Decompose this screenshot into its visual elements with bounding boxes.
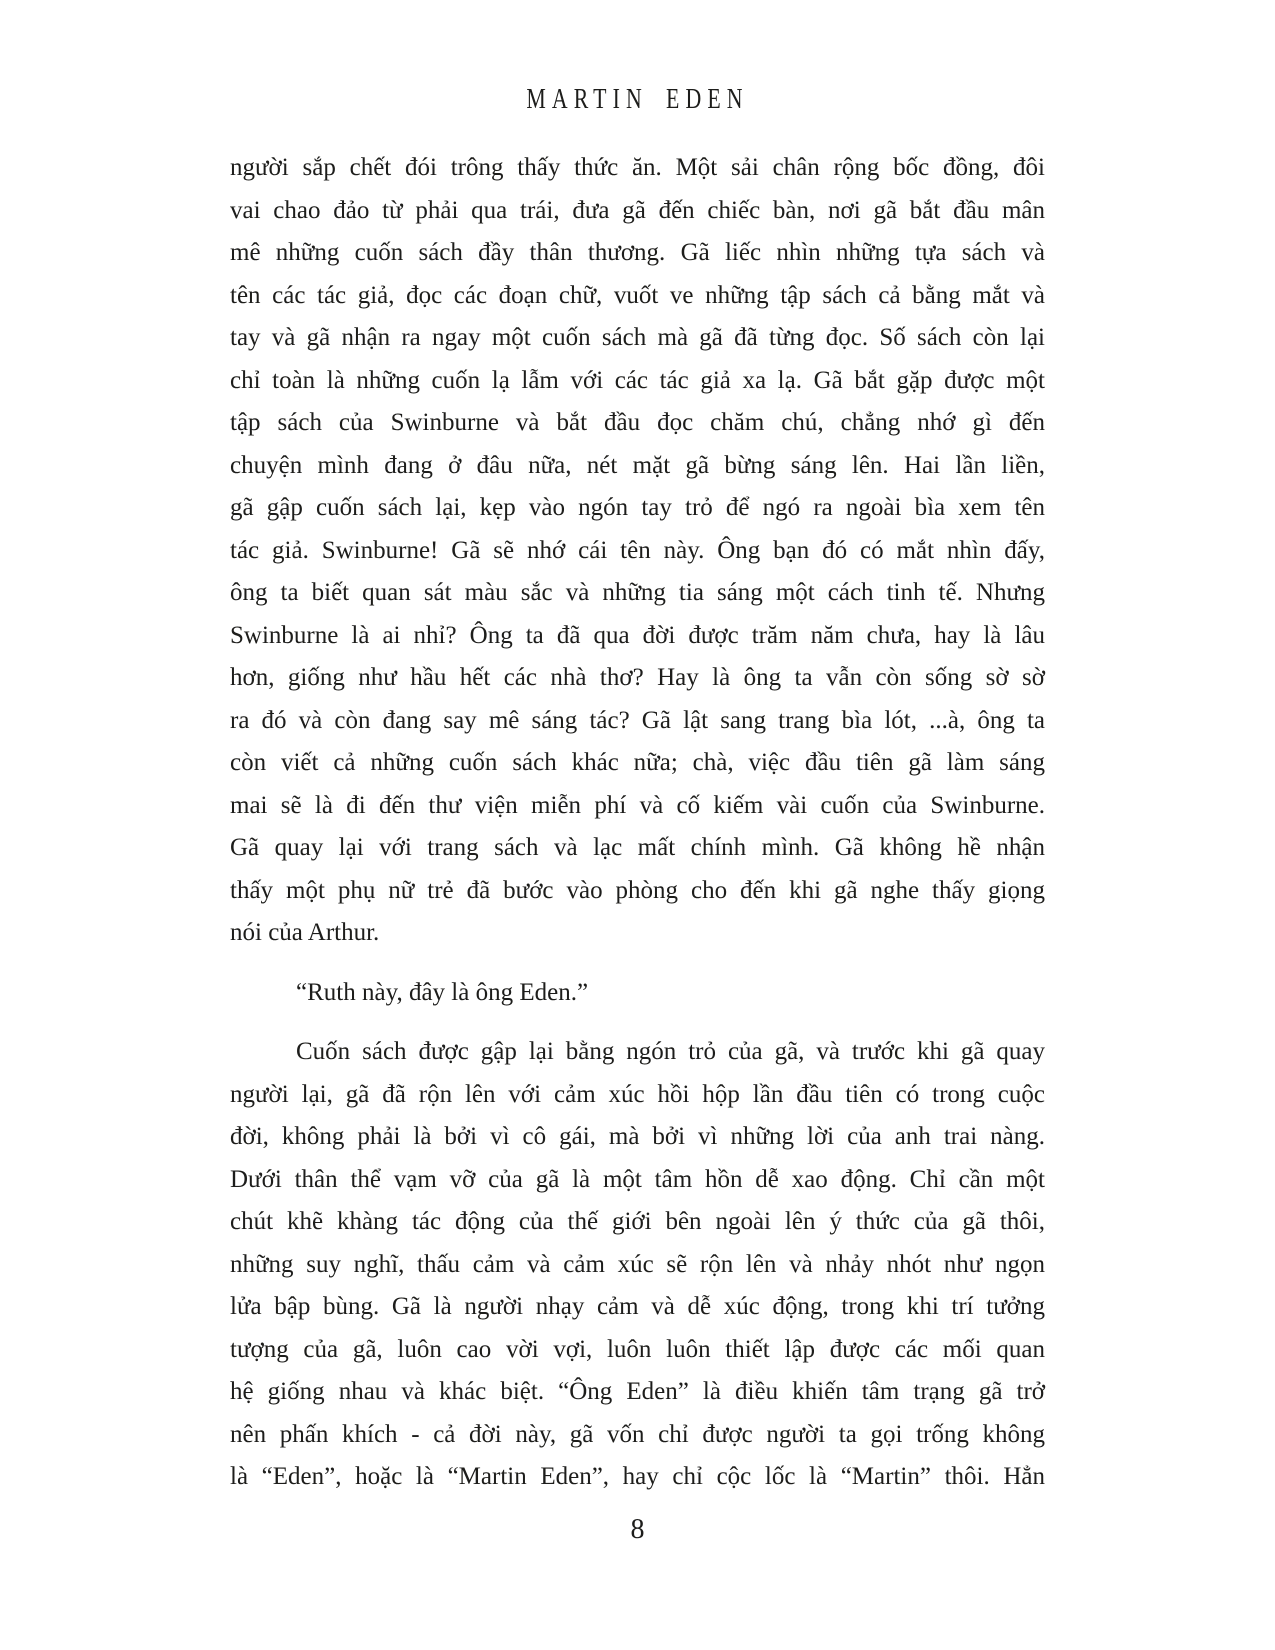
text-line: thấy một phụ nữ trẻ đã bước vào phòng cho đến khi gã nghe thấy giọng bbox=[230, 876, 1045, 904]
text-line: Swinburne là ai nhỉ? Ông ta đã qua đời được trăm năm chưa, hay là lâu bbox=[230, 621, 1045, 649]
text-line: gã gập cuốn sách lại, kẹp vào ngón tay trỏ để ngó ra ngoài bìa xem tên bbox=[230, 494, 1045, 521]
text-line: mê những cuốn sách đầy thân thương. Gã liếc nhìn những tựa sách và bbox=[230, 239, 1045, 266]
text-line: mai sẽ là đi đến thư viện miễn phí và cố kiếm vài cuốn của Swinburne. bbox=[230, 791, 1045, 819]
text-line: nói của Arthur. bbox=[230, 919, 380, 946]
text-line: người lại, gã đã rộn lên với cảm xúc hồi hộp lần đầu tiên có trong cuộc bbox=[230, 1080, 1045, 1108]
text-line: tay và gã nhận ra ngay một cuốn sách mà gã đã từng đọc. Số sách còn lại bbox=[230, 324, 1045, 351]
text-line: những suy nghĩ, thấu cảm và cảm xúc sẽ rộn lên và nhảy nhót như ngọn bbox=[230, 1250, 1045, 1278]
text-line: nên phấn khích - cả đời này, gã vốn chỉ được người ta gọi trống không bbox=[230, 1420, 1045, 1448]
text-line: tác giả. Swinburne! Gã sẽ nhớ cái tên này. Ông bạn đó có mắt nhìn đấy, bbox=[230, 536, 1045, 564]
paragraph bbox=[230, 1031, 1045, 1499]
text-line: Cuốn sách được gập lại bằng ngón trỏ của gã, và trước khi gã quay bbox=[296, 1038, 1045, 1065]
text-line: là “Eden”, hoặc là “Martin Eden”, hay chỉ cộc lốc là “Martin” thôi. Hẳn bbox=[230, 1463, 1045, 1490]
text-line: tượng của gã, luôn cao vời vợi, luôn luôn thiết lập được các mối quan bbox=[230, 1335, 1045, 1363]
text-line: lửa bập bùng. Gã là người nhạy cảm và dễ xúc động, trong khi trí tưởng bbox=[230, 1293, 1045, 1320]
text-line: chuyện mình đang ở đâu nữa, nét mặt gã bừng sáng lên. Hai lần liền, bbox=[230, 451, 1045, 479]
running-header bbox=[0, 84, 1275, 116]
text-line: hơn, giống như hầu hết các nhà thơ? Hay là ông ta vẫn còn sống sờ sờ bbox=[230, 664, 1045, 691]
paragraph bbox=[230, 147, 1045, 955]
text-line: “Ruth này, đây là ông Eden.” bbox=[296, 978, 589, 1006]
page-number: 8 bbox=[630, 1514, 645, 1545]
text-block bbox=[230, 147, 1045, 1499]
text-line: vai chao đảo từ phải qua trái, đưa gã đến chiếc bàn, nơi gã bắt đầu mân bbox=[230, 196, 1045, 224]
text-line: hệ giống nhau và khác biệt. “Ông Eden” là điều khiến tâm trạng gã trở bbox=[230, 1378, 1045, 1405]
paragraph bbox=[230, 972, 1045, 1015]
text-line: tên các tác giả, đọc các đoạn chữ, vuốt ve những tập sách cả bằng mắt và bbox=[230, 281, 1045, 309]
running-header-title: MARTIN EDEN bbox=[526, 84, 749, 115]
text-line: tập sách của Swinburne và bắt đầu đọc chăm chú, chẳng nhớ gì đến bbox=[230, 409, 1045, 436]
text-line: đời, không phải là bởi vì cô gái, mà bởi vì những lời của anh trai nàng. bbox=[230, 1123, 1045, 1150]
text-line: chút khẽ khàng tác động của thế giới bên ngoài lên ý thức của gã thôi, bbox=[230, 1208, 1045, 1235]
text-line: ra đó và còn đang say mê sáng tác? Gã lật sang trang bìa lót, ...à, ông ta bbox=[230, 706, 1045, 734]
text-line: chỉ toàn là những cuốn lạ lẫm với các tác giả xa lạ. Gã bắt gặp được một bbox=[230, 366, 1045, 394]
text-line: ông ta biết quan sát màu sắc và những tia sáng một cách tinh tế. Nhưng bbox=[230, 579, 1045, 606]
text-line: còn viết cả những cuốn sách khác nữa; chà, việc đầu tiên gã làm sáng bbox=[230, 749, 1045, 776]
text-line: Dưới thân thể vạm vỡ của gã là một tâm hồn dễ xao động. Chỉ cần một bbox=[230, 1165, 1045, 1193]
text-line: Gã quay lại với trang sách và lạc mất chính mình. Gã không hề nhận bbox=[230, 834, 1045, 861]
text-line: người sắp chết đói trông thấy thức ăn. Một sải chân rộng bốc đồng, đôi bbox=[230, 154, 1045, 181]
